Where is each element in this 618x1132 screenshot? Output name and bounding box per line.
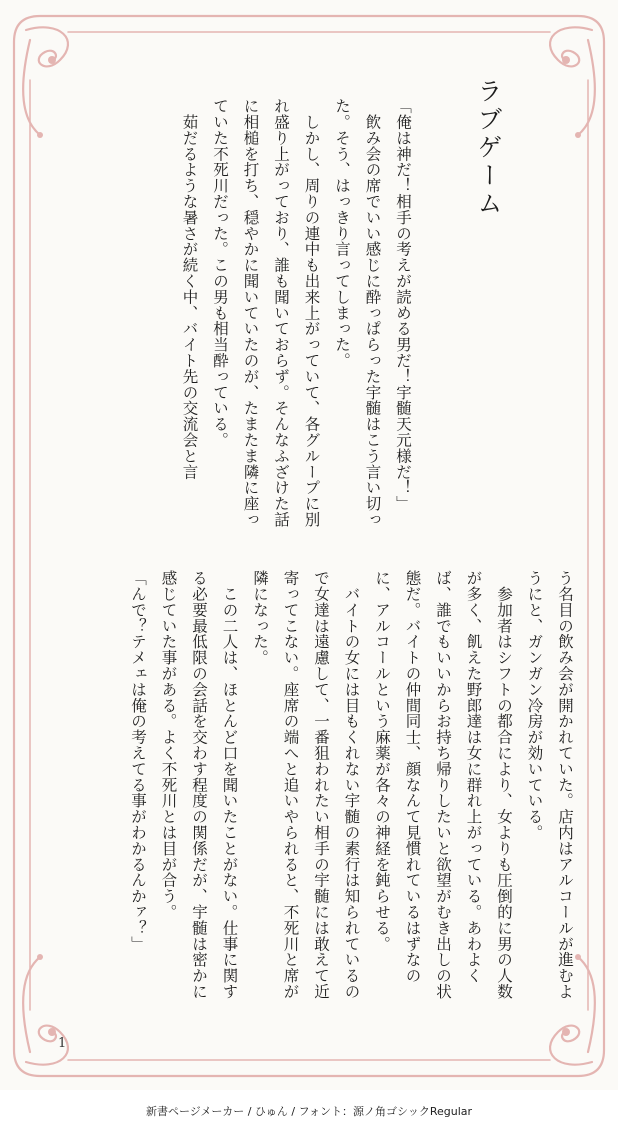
paragraph: 参加者はシフトの都合により、女よりも圧倒的に男の人数が多く、飢えた野郎達は女に群れ上がっている。あわよくば、誰でもいいからお持ち帰りしたいと欲望がむき出しの状態だ。バイトの仲間同士、顔なんて見慣れているはずなのに、アルコールという麻薬が各々の神経を鈍らせる。 [373, 570, 513, 1000]
story-title: ラブゲーム [474, 78, 503, 218]
paragraph: 茹だるような暑さが続く中、バイト先の交流会と言 [180, 98, 199, 480]
paragraph: しかし、周りの連中も出来上がっていて、各グループに別れ盛り上がっており、誰も聞いておらず。そんなふざけた話に相槌を打ち、穏やかに聞いていたのが、たまたま隣に座っていた不死川だった。この男も相当酔っている。 [211, 98, 321, 528]
paragraph: 飲み会の席でいい感じに酔っぱらった宇髄はこう言い切った。そう、はっきり言ってしまった。 [333, 98, 382, 528]
paragraph: 「んで？テメェは俺の考えてる事がわかるんかァ？」 [129, 570, 147, 952]
credits-footer: 新書ページメーカー / ひゅん / フォント：源ノ角ゴシックRegular [145, 1105, 473, 1118]
page-number: 1 [58, 1036, 67, 1051]
text-block-lower [90, 570, 580, 1002]
paragraph: 「俺は神だ！相手の考えが読める男だ！宇髄天元様だ！」 [394, 98, 412, 512]
paragraph: う名目の飲み会が開かれていた。店内はアルコールが進むようにと、ガンガン冷房が効いている。 [525, 570, 574, 1000]
paragraph: この二人は、ほとんど口を聞いたことがない。仕事に関する必要最低限の会話を交わす程度の関係だが、宇髄は密かに感じていた事がある。よく不死川とは目が合う。 [159, 570, 239, 1000]
paragraph: バイトの女には目もくれない宇髄の素行は知られているので女達は遠慮して、一番狙われたい相手の宇髄には敢えて近寄ってこない。座席の端へと追いやられると、不死川と席が隣になった。 [251, 570, 361, 1000]
text-block-upper [58, 98, 418, 530]
